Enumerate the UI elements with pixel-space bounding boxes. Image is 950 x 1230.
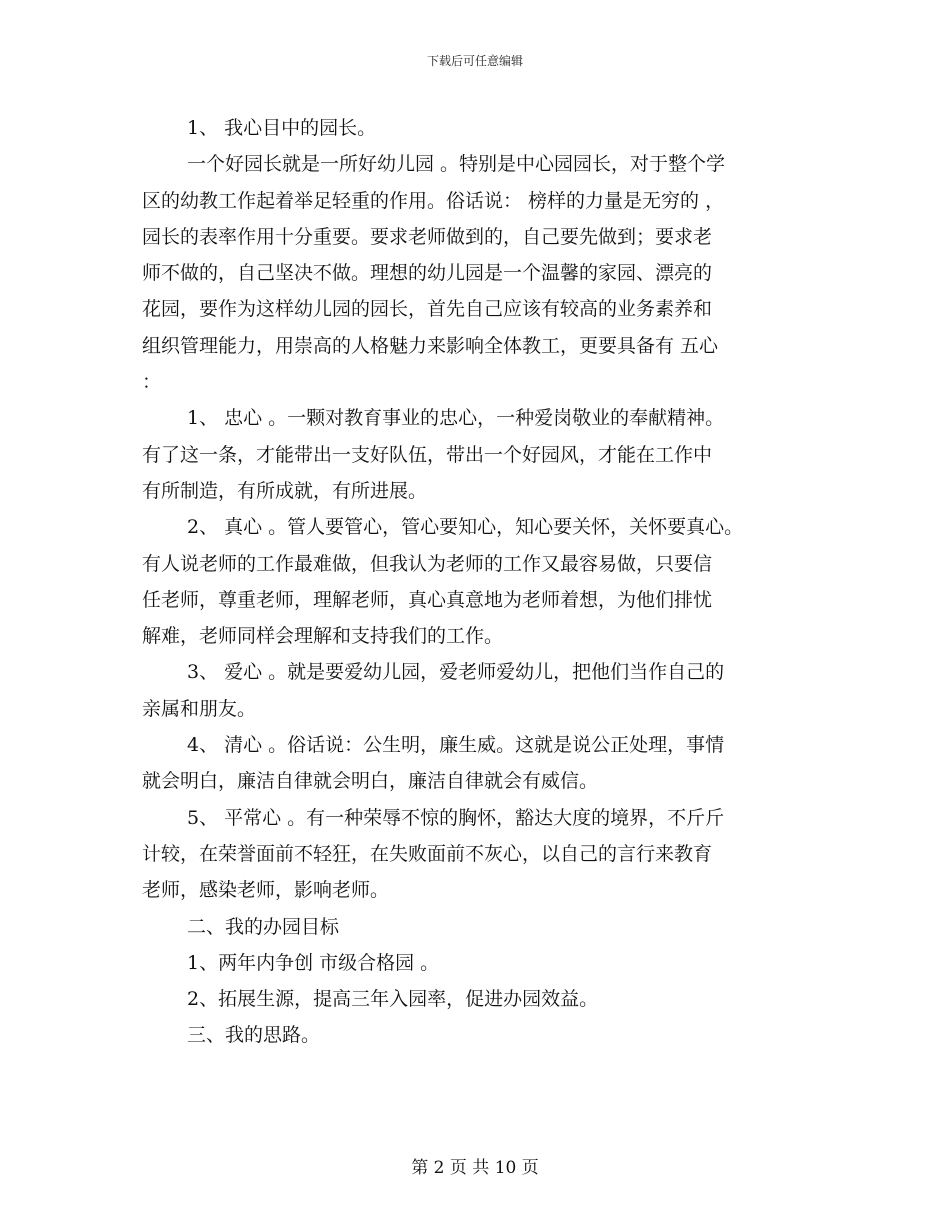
text-line: 园长的表率作用十分重要。要求老师做到的，自己要先做到；要求老 (142, 225, 713, 248)
text-line: 解难，老师同样会理解和支持我们的工作。 (142, 625, 504, 648)
text-line: 有人说老师的工作最难做，但我认为老师的工作又最容易做，只要信 (142, 552, 713, 575)
text-line: 2、 真心 。管人要管心，管心要知心，知心要关怀，关怀要真心。 (187, 516, 744, 539)
text-line: 5、 平常心 。有一种荣辱不惊的胸怀，豁达大度的境界，不斤斤 (187, 806, 725, 829)
text-line: 2、拓展生源，提高三年入园率，促进办园效益。 (187, 988, 599, 1011)
page-footer: 第 2 页 共 10 页 (411, 1158, 539, 1178)
text-line: 亲属和朋友。 (142, 697, 257, 720)
text-line: 4、 清心 。俗话说：公生明，廉生威。这就是说公正处理，事情 (187, 734, 725, 757)
text-line: 有了这一条，才能带出一支好队伍，带出一个好园风，才能在工作中 (142, 443, 713, 466)
text-line: 组织管理能力，用崇高的人格魅力来影响全体教工，更要具备有 五心 (142, 334, 719, 357)
text-line: 区的幼教工作起着举足轻重的作用。俗话说： 榜样的力量是无穷的 ， (142, 189, 725, 212)
text-line: 三、我的思路。 (187, 1024, 321, 1047)
text-line: 老师，感染老师，影响老师。 (142, 879, 390, 902)
page-header: 下载后可任意编辑 (426, 54, 523, 68)
text-line: 任老师，尊重老师，理解老师，真心真意地为老师着想，为他们排忧 (142, 588, 713, 611)
text-line: 就会明白，廉洁自律就会明白，廉洁自律就会有威信。 (142, 770, 599, 793)
text-line: 计较，在荣誉面前不轻狂，在失败面前不灰心，以自己的言行来教育 (142, 842, 713, 865)
text-line: 二、我的办园目标 (187, 915, 340, 938)
text-line: 1、 忠心 。一颗对教育事业的忠心，一种爱岗敬业的奉献精神。 (187, 407, 725, 430)
text-line: 师不做的，自己坚决不做。理想的幼儿园是一个温馨的家园、漂亮的 (142, 262, 713, 285)
text-line: 1、两年内争创 市级合格园 。 (187, 951, 440, 974)
text-line: 有所制造，有所成就，有所进展。 (142, 479, 428, 502)
text-line: 3、 爱心 。就是要爱幼儿园，爱老师爱幼儿，把他们当作自己的 (187, 661, 725, 684)
text-line: 1、 我心目中的园长。 (187, 117, 377, 139)
document-body (142, 110, 822, 1054)
text-line: 一个好园长就是一所好幼儿园 。特别是中心园园长，对于整个学 (187, 153, 726, 176)
text-line: 花园，要作为这样幼儿园的园长，首先自己应该有较高的业务素养和 (142, 298, 713, 321)
text-line: ： (142, 371, 162, 394)
